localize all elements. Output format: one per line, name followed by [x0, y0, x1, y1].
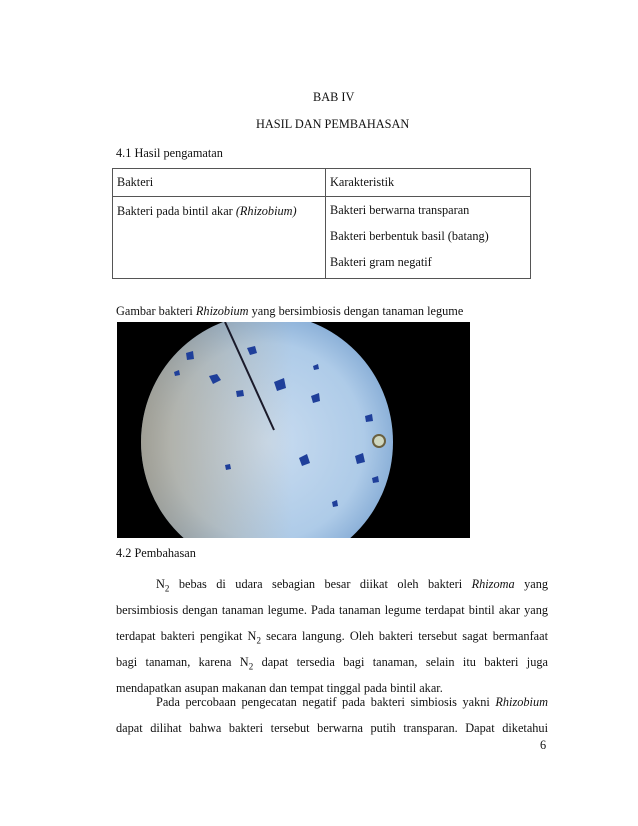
bakteri-italic: (Rhizobium) — [235, 204, 297, 218]
header-karakteristik: Karakteristik — [326, 169, 531, 197]
caption-text: yang bersimbiosis dengan tanaman legume — [248, 304, 464, 318]
italic-run: Rhizoma — [471, 577, 515, 591]
caption-italic: Rhizobium — [195, 304, 249, 318]
text-line: dapat dilihat bahwa bakteri tersebut berwarna putih transparan. Dapat diketahui — [116, 721, 548, 735]
text-run: bebas di udara sebagian besar diikat oleh bakteri — [169, 577, 472, 591]
section-heading-results: 4.1 Hasil pengamatan — [116, 146, 223, 160]
paragraph-1 — [116, 571, 548, 701]
text-run: N — [156, 577, 165, 591]
chapter-title: HASIL DAN PEMBAHASAN — [256, 117, 410, 131]
text-line: bersimbiosis dengan tanaman legume. Pada tanaman legume terdapat bintil akar yang — [116, 603, 548, 617]
chapter-label: BAB IV — [313, 90, 355, 104]
text-run: dapat tersedia bagi tanaman, selain itu bakteri juga — [253, 655, 548, 669]
text-run: terdapat bakteri pengikat N — [116, 629, 257, 643]
microscope-image — [117, 322, 470, 538]
text-line — [116, 623, 548, 649]
karakteristik-item: Bakteri berbentuk basil (batang) — [330, 229, 489, 243]
karakteristik-item: Bakteri gram negatif — [330, 255, 432, 269]
text-run: Pada percobaan pengecatan negatif pada bakteri simbiosis yakni — [156, 695, 496, 709]
paragraph-2 — [116, 689, 548, 741]
cell-bakteri — [113, 197, 326, 279]
table-header-row — [113, 169, 531, 197]
text-line — [116, 571, 548, 597]
results-table — [112, 168, 531, 279]
text-line — [116, 689, 548, 715]
italic-run: Rhizobium — [495, 695, 548, 709]
figure-caption — [116, 304, 463, 319]
microscope-field-graphic — [117, 322, 470, 538]
cell-karakteristik — [326, 197, 531, 279]
text-run: yang — [514, 577, 548, 591]
caption-text: Gambar bakteri — [116, 304, 196, 318]
bakteri-text: Bakteri pada bintil akar — [117, 204, 236, 218]
subscript: 2 — [256, 635, 261, 646]
header-bakteri: Bakteri — [113, 169, 326, 197]
page-number: 6 — [540, 738, 547, 752]
karakteristik-item: Bakteri berwarna transparan — [330, 203, 470, 217]
text-line: mendapatkan asupan makanan dan tempat tinggal pada bintil akar. — [116, 681, 443, 695]
text-line — [116, 649, 548, 675]
subscript: 2 — [164, 583, 170, 594]
text-run: bagi tanaman, karena N — [116, 655, 249, 669]
section-heading-discussion: 4.2 Pembahasan — [116, 546, 196, 560]
text-run: secara langung. Oleh bakteri tersebut sagat bermanfaat — [260, 629, 549, 643]
table-row — [113, 197, 531, 279]
subscript: 2 — [248, 661, 254, 672]
